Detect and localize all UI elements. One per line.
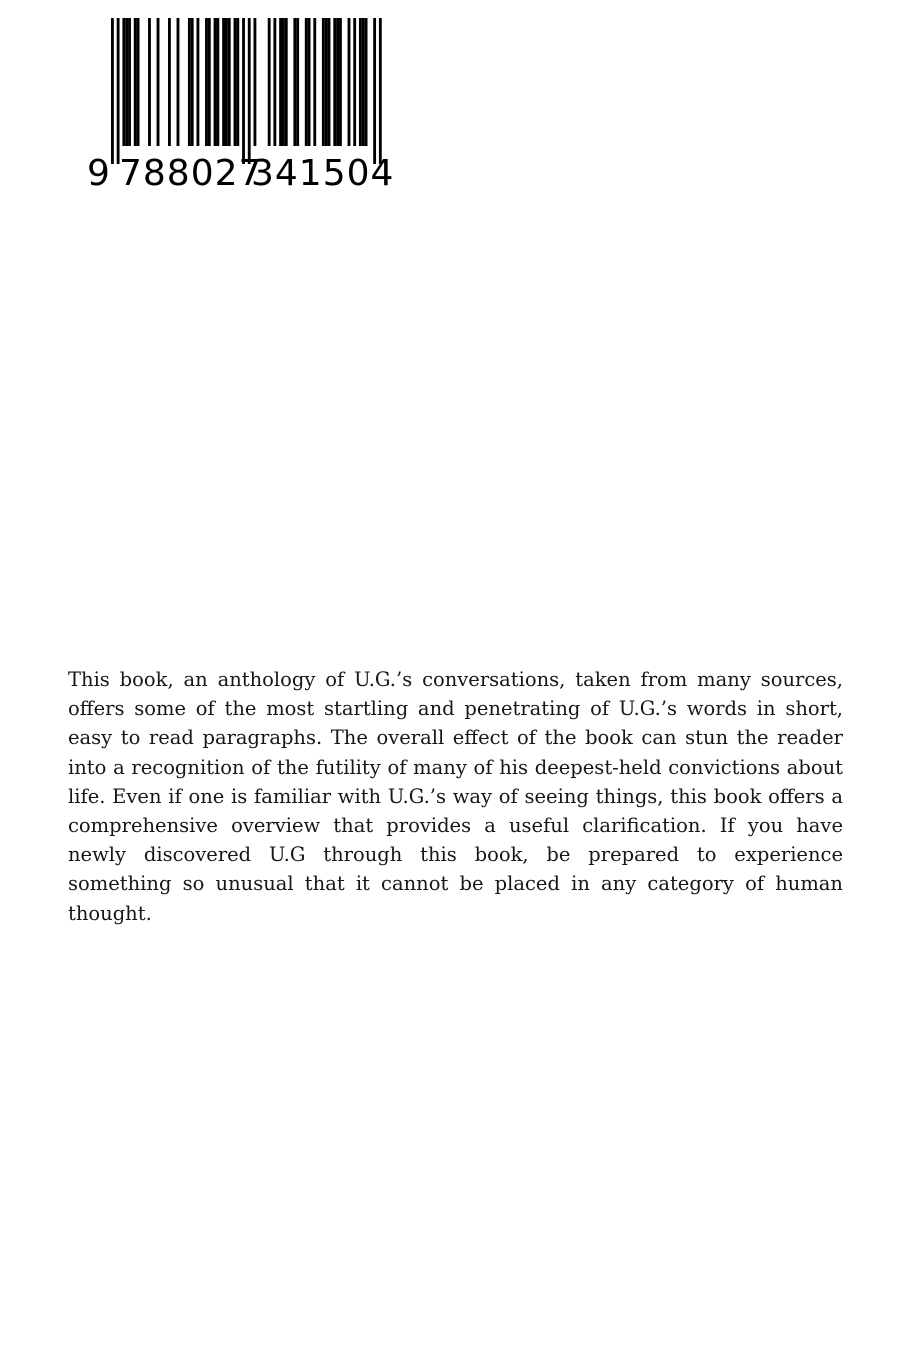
barcode-guard-bar [373,18,376,164]
barcode-guard-bar [111,18,114,164]
barcode-bar [168,18,171,146]
barcode-bar [273,18,276,146]
barcode-bar [285,18,288,146]
barcode-bar [208,18,211,146]
barcode-digit-group-right: 341504 [251,153,395,194]
barcode-bar [282,18,285,146]
barcode-bar [305,18,308,146]
back-cover-blurb: This book, an anthology of U.G.’s conversations, taken from many sources, offers some of the most startling and penetrating of U.G.’s words in short, easy to read paragraphs. The overall effect of the book can stun the reader into a recognition of the futility of many of his deepest-held convictions about life. Even if one is familiar with U.G.’s way of seeing things, this book offers a comprehensive overview that provides a useful clarification. If you have newly discovered U.G through this book, be prepared to experience something so unusual that it cannot be placed in any category of human thought. [68,668,843,925]
barcode-bar [197,18,200,146]
barcode-digit-first: 9 [87,153,110,194]
barcode-bar [137,18,140,146]
barcode-bar [234,18,237,146]
barcode-bar [328,18,331,146]
barcode-bar [125,18,128,146]
barcode-bar [293,18,296,146]
barcode-bar [362,18,365,146]
barcode-bar [308,18,311,146]
barcode-bar [279,18,282,146]
barcode-guard-bar [242,18,245,164]
barcode-bar [228,18,231,146]
barcode-bar [157,18,160,146]
barcode-bar [333,18,336,146]
barcode-bar [177,18,180,146]
barcode-bar [254,18,257,146]
barcode-bar [339,18,342,146]
barcode-guard-bar [379,18,382,164]
barcode-bar [296,18,299,146]
barcode-bar [134,18,137,146]
barcode-bar [353,18,356,146]
barcode-guard-bar [117,18,120,164]
barcode-bar [128,18,131,146]
barcode-bar [225,18,228,146]
barcode-bar [313,18,316,146]
barcode-bar [359,18,362,146]
barcode-bar [268,18,271,146]
barcode-bar [148,18,151,146]
barcode-digits [85,154,395,194]
barcode-bar [236,18,239,146]
barcode-bar [222,18,225,146]
barcode-digit-group-left: 788027 [119,153,263,194]
barcode-bar [191,18,194,146]
barcode-guard-bar [248,18,251,164]
barcode-bar [325,18,328,146]
barcode-bar [336,18,339,146]
barcode-bar [214,18,217,146]
isbn-barcode [85,18,395,194]
barcode-bar [122,18,125,146]
barcode-bar [348,18,351,146]
barcode-bar [205,18,208,146]
barcode-bar [216,18,219,146]
barcode-bar [365,18,368,146]
barcode-bar [322,18,325,146]
barcode-bar [188,18,191,146]
